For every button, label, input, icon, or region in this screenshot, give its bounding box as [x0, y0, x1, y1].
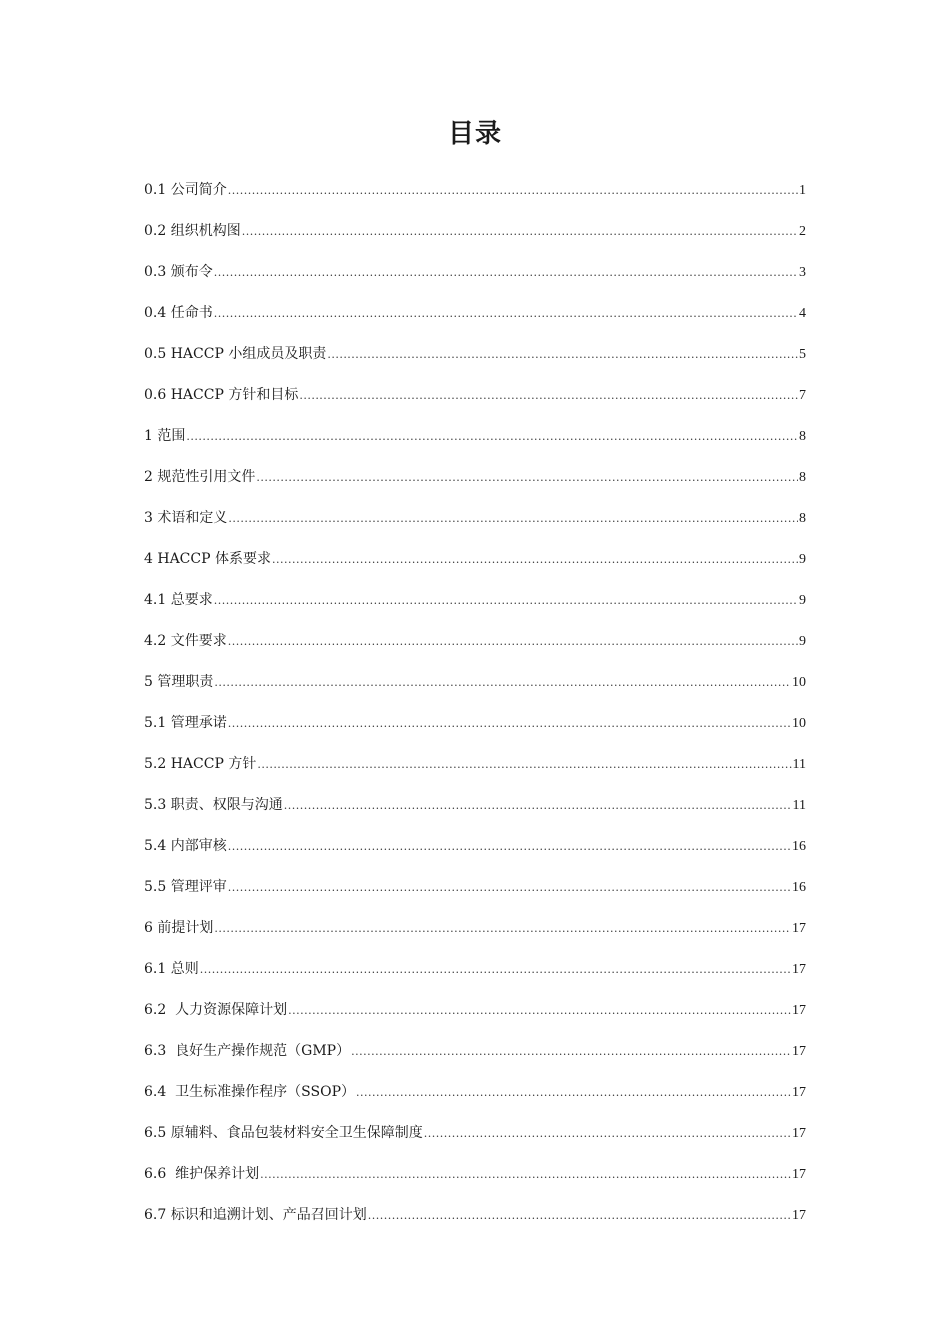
toc-entry-label: 6.7 标识和追溯计划、产品召回计划 [144, 1207, 367, 1223]
toc-entry-label: 6.6 维护保养计划 [144, 1166, 260, 1182]
toc-dot-leader [214, 908, 791, 949]
toc-page-number: 17 [792, 1044, 806, 1059]
toc-page-number: 17 [792, 1003, 806, 1018]
toc-page-number: 10 [792, 675, 806, 690]
toc-entry[interactable] [144, 1154, 806, 1195]
toc-dot-leader [228, 498, 798, 539]
toc-entry[interactable] [144, 826, 806, 867]
toc-entry[interactable] [144, 580, 806, 621]
toc-entry-label: 5.4 内部审核 [144, 838, 227, 854]
toc-entry-label: 4.2 文件要求 [144, 633, 227, 649]
toc-entry-label: 6.3 良好生产操作规范（GMP） [144, 1043, 351, 1059]
toc-dot-leader [327, 334, 798, 375]
toc-entry-label: 2 规范性引用文件 [144, 469, 256, 485]
toc-dot-leader [214, 252, 798, 293]
toc-entry[interactable] [144, 990, 806, 1031]
toc-dot-leader [242, 211, 798, 252]
toc-dot-leader [356, 1072, 791, 1113]
toc-page-number: 9 [799, 593, 806, 608]
toc-page-number: 9 [799, 634, 806, 649]
toc-entry[interactable] [144, 498, 806, 539]
toc-dot-leader [299, 375, 798, 416]
toc-entry[interactable] [144, 1031, 806, 1072]
toc-entry-label: 5.3 职责、权限与沟通 [144, 797, 283, 813]
toc-entry-label: 6.2 人力资源保障计划 [144, 1002, 288, 1018]
toc-dot-leader [214, 580, 798, 621]
toc-entry[interactable] [144, 1113, 806, 1154]
toc-page-number: 11 [792, 757, 806, 772]
toc-entry-label: 0.4 任命书 [144, 305, 213, 321]
toc-page-number: 2 [799, 224, 806, 239]
toc-dot-leader [368, 1195, 791, 1236]
toc-page-number: 17 [792, 921, 806, 936]
toc-entry[interactable] [144, 539, 806, 580]
table-of-contents [144, 170, 806, 1236]
toc-entry[interactable] [144, 416, 806, 457]
toc-entry-label: 6.5 原辅料、食品包装材料安全卫生保障制度 [144, 1125, 423, 1141]
toc-page-number: 17 [792, 1208, 806, 1223]
toc-page-number: 11 [792, 798, 806, 813]
toc-entry[interactable] [144, 170, 806, 211]
toc-entry[interactable] [144, 662, 806, 703]
toc-entry-label: 0.1 公司简介 [144, 182, 227, 198]
toc-page-number: 17 [792, 1126, 806, 1141]
toc-dot-leader [284, 785, 792, 826]
toc-entry-label: 0.5 HACCP 小组成员及职责 [144, 346, 327, 362]
toc-page-number: 17 [792, 1085, 806, 1100]
toc-dot-leader [228, 826, 791, 867]
toc-entry[interactable] [144, 703, 806, 744]
toc-page-number: 8 [799, 470, 806, 485]
toc-dot-leader [260, 1154, 791, 1195]
toc-entry[interactable] [144, 211, 806, 252]
toc-entry-label: 0.3 颁布令 [144, 264, 213, 280]
page-title: 目录 [447, 119, 502, 149]
toc-entry[interactable] [144, 621, 806, 662]
toc-entry[interactable] [144, 252, 806, 293]
toc-entry-label: 3 术语和定义 [144, 510, 228, 526]
toc-entry-label: 5 管理职责 [144, 674, 214, 690]
toc-dot-leader [256, 457, 798, 498]
toc-dot-leader [228, 621, 798, 662]
toc-dot-leader [228, 703, 791, 744]
toc-entry[interactable] [144, 949, 806, 990]
toc-dot-leader [200, 949, 791, 990]
toc-entry[interactable] [144, 375, 806, 416]
toc-entry-label: 6.1 总则 [144, 961, 199, 977]
toc-dot-leader [214, 662, 791, 703]
toc-entry-label: 6.4 卫生标准操作程序（SSOP） [144, 1084, 355, 1100]
toc-entry[interactable] [144, 908, 806, 949]
toc-entry[interactable] [144, 334, 806, 375]
toc-dot-leader [424, 1113, 791, 1154]
toc-page-number: 1 [799, 183, 806, 198]
toc-dot-leader [272, 539, 798, 580]
toc-dot-leader [351, 1031, 791, 1072]
toc-page-number: 16 [792, 839, 806, 854]
toc-entry-label: 4.1 总要求 [144, 592, 213, 608]
toc-entry-label: 1 范围 [144, 428, 186, 444]
toc-entry-label: 0.2 组织机构图 [144, 223, 241, 239]
toc-entry[interactable] [144, 867, 806, 908]
toc-page-number: 10 [792, 716, 806, 731]
toc-dot-leader [214, 293, 798, 334]
toc-dot-leader [288, 990, 791, 1031]
toc-entry[interactable] [144, 744, 806, 785]
toc-entry-label: 0.6 HACCP 方针和目标 [144, 387, 299, 403]
toc-page-number: 7 [799, 388, 806, 403]
toc-page-number: 8 [799, 511, 806, 526]
toc-entry[interactable] [144, 1195, 806, 1236]
toc-dot-leader [228, 170, 798, 211]
toc-page-number: 4 [799, 306, 806, 321]
toc-page-number: 5 [799, 347, 806, 362]
toc-entry-label: 4 HACCP 体系要求 [144, 551, 271, 567]
toc-entry[interactable] [144, 293, 806, 334]
toc-entry-label: 5.1 管理承诺 [144, 715, 227, 731]
toc-dot-leader [228, 867, 791, 908]
toc-entry-label: 5.5 管理评审 [144, 879, 227, 895]
toc-entry[interactable] [144, 1072, 806, 1113]
toc-page-number: 17 [792, 1167, 806, 1182]
toc-entry[interactable] [144, 457, 806, 498]
toc-page-number: 3 [799, 265, 806, 280]
toc-entry-label: 6 前提计划 [144, 920, 214, 936]
toc-page-number: 8 [799, 429, 806, 444]
toc-dot-leader [186, 416, 798, 457]
toc-page-number: 17 [792, 962, 806, 977]
toc-dot-leader [257, 744, 791, 785]
toc-page-number: 16 [792, 880, 806, 895]
toc-entry-label: 5.2 HACCP 方针 [144, 756, 257, 772]
toc-entry[interactable] [144, 785, 806, 826]
toc-page-number: 9 [799, 552, 806, 567]
